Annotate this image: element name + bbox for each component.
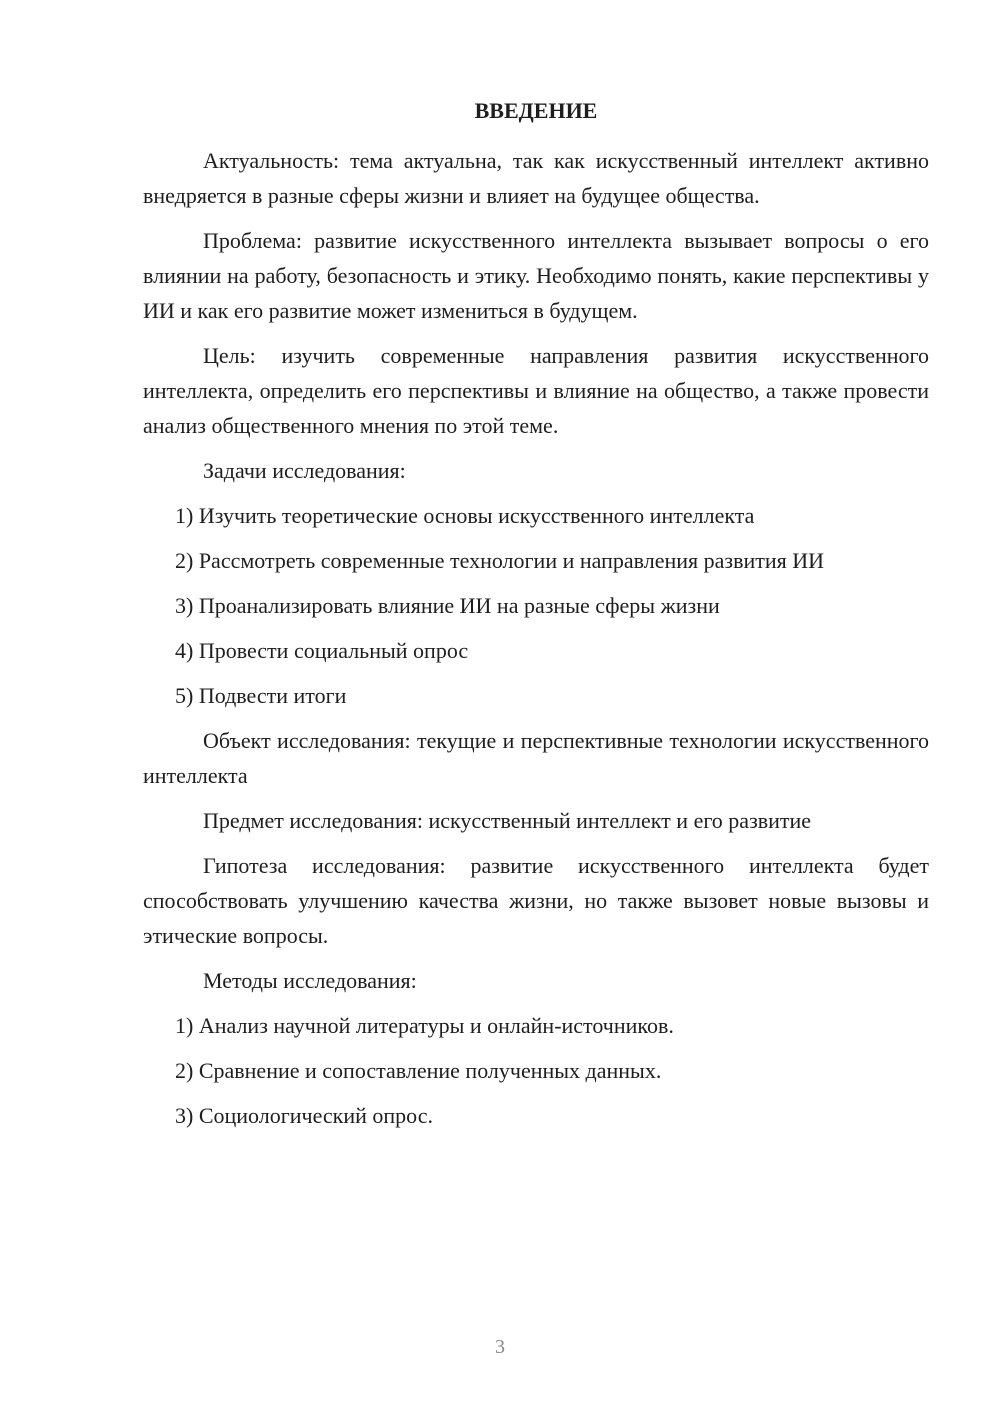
list-item: 1) Анализ научной литературы и онлайн-источников. [175, 1013, 674, 1038]
section-title: ВВЕДЕНИЕ [474, 98, 598, 123]
list-item: 3) Социологический опрос. [175, 1103, 433, 1128]
hypothesis-paragraph: Гипотеза исследования: развитие искусственного интеллекта будет способствовать улучшению качества жизни, но также вызовет новые вызовы и этические вопросы. [143, 853, 929, 948]
relevance-paragraph: Актуальность: тема актуальна, так как искусственный интеллект активно внедряется в разные сферы жизни и влияет на будущее общества. [143, 148, 929, 208]
list-item: 2) Сравнение и сопоставление полученных данных. [175, 1058, 662, 1083]
list-item: 4) Провести социальный опрос [175, 638, 469, 663]
subject-paragraph: Предмет исследования: искусственный интеллект и его развитие [203, 808, 812, 833]
page-number: 3 [495, 1336, 505, 1358]
methods-list [143, 1008, 929, 1133]
methods-heading: Методы исследования: [203, 968, 417, 993]
tasks-list [143, 498, 929, 713]
document-body [143, 143, 929, 1143]
goal-paragraph: Цель: изучить современные направления развития искусственного интеллекта, определить его перспективы и влияние на общество, а также провести анализ общественного мнения по этой теме. [143, 343, 929, 438]
object-paragraph: Объект исследования: текущие и перспективные технологии искусственного интеллекта [143, 728, 929, 788]
list-item: 5) Подвести итоги [175, 683, 347, 708]
list-item: 3) Проанализировать влияние ИИ на разные сферы жизни [175, 593, 720, 618]
problem-paragraph: Проблема: развитие искусственного интеллекта вызывает вопросы о его влиянии на работу, безопасность и этику. Необходимо понять, какие перспективы у ИИ и как его развитие может измениться в будущем. [143, 228, 929, 323]
list-item: 2) Рассмотреть современные технологии и направления развития ИИ [175, 548, 825, 573]
tasks-heading: Задачи исследования: [203, 458, 406, 483]
list-item: 1) Изучить теоретические основы искусственного интеллекта [175, 503, 755, 528]
